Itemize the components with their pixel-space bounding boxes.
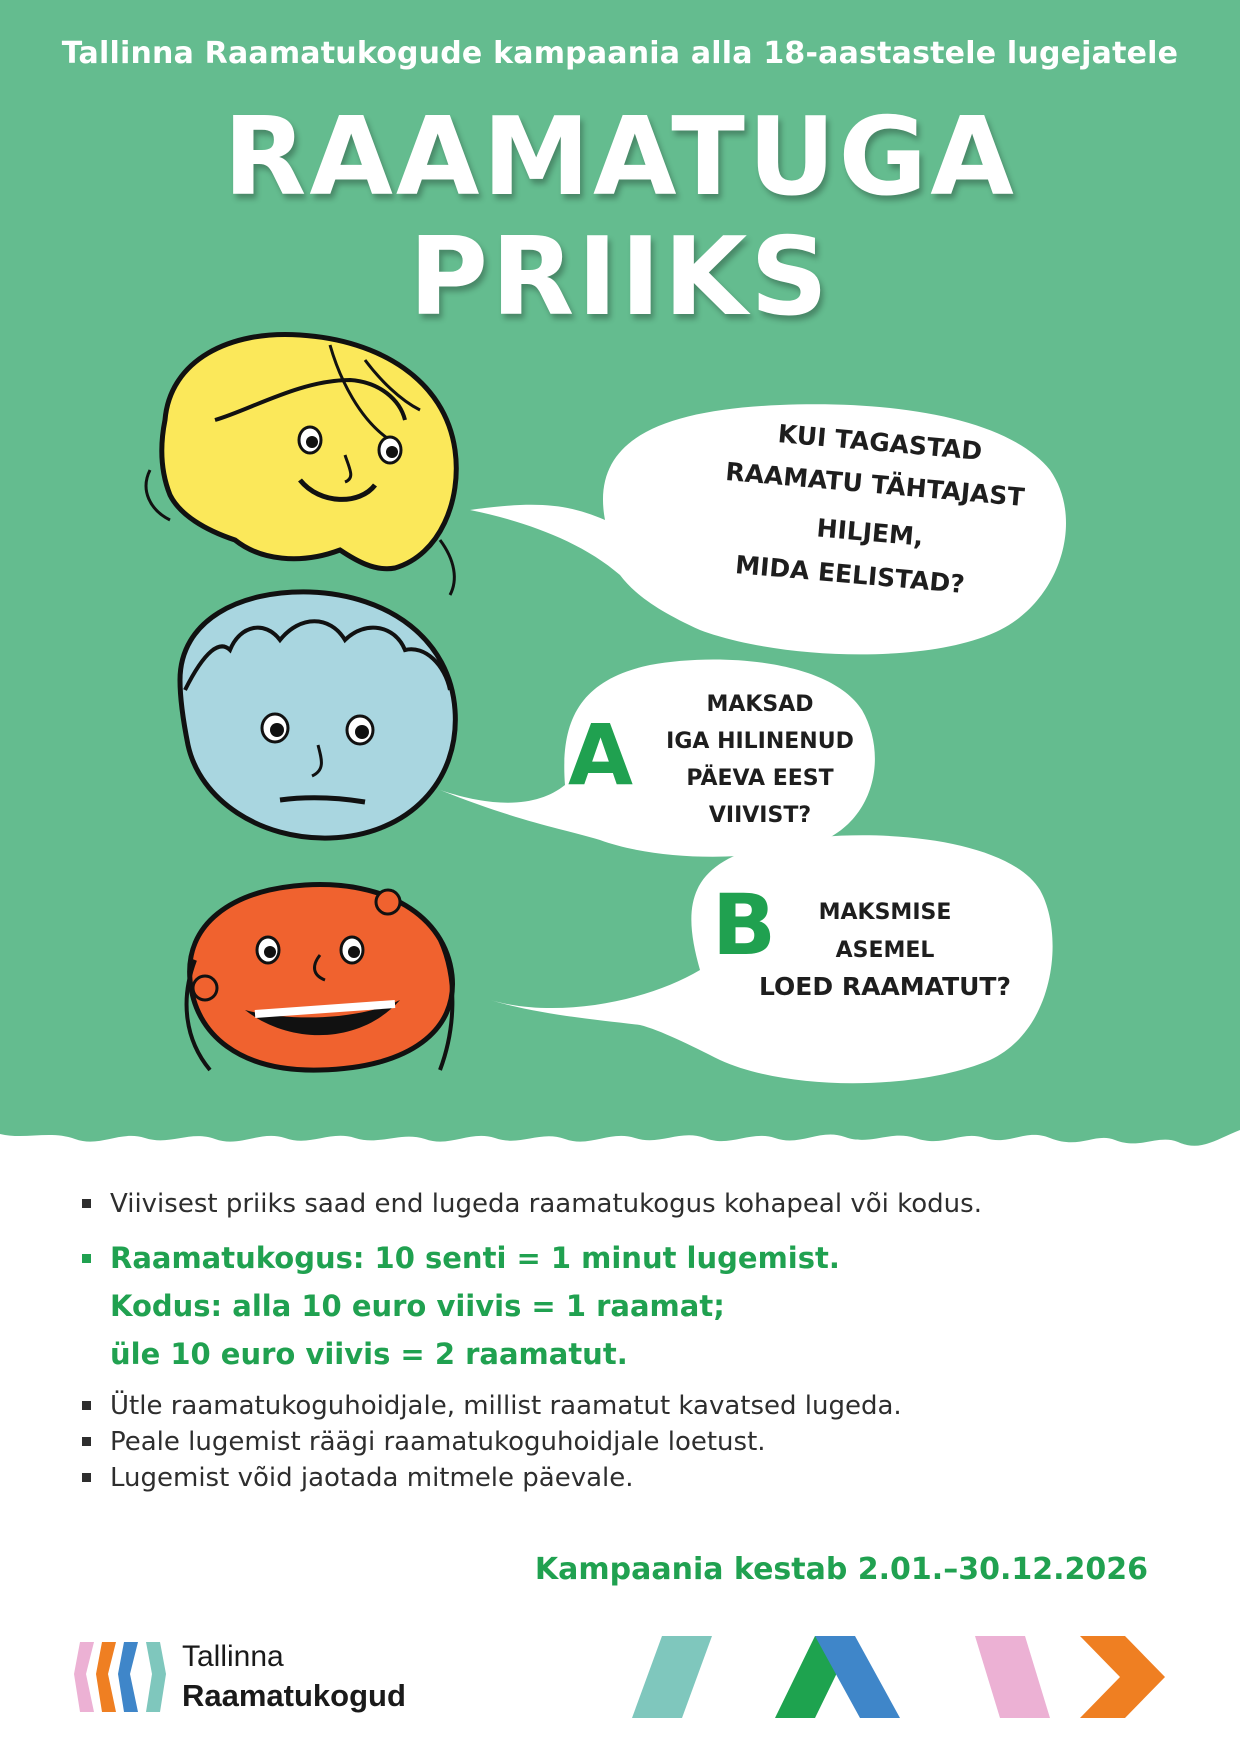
rule-item-3-text: Lugemist võid jaotada mitmele päevale. (110, 1463, 634, 1493)
option-b-emphasis: LOED RAAMATUT? (759, 972, 1011, 1001)
question-line-4: MIDA EELISTAD? (734, 550, 966, 599)
rule-item-2-text: Peale lugemist räägi raamatukoguhoidjale loetust. (110, 1427, 766, 1457)
title-line-2: PRIIKS (408, 215, 832, 340)
tallinna-raamatukogud-logo (72, 1634, 492, 1724)
option-b-line-1: MAKSMISE (818, 900, 952, 925)
option-a-line-3: PÄEVA EEST (686, 766, 834, 791)
question-line-1: KUI TAGASTAD (776, 419, 984, 466)
rule-item-1 (82, 1388, 1182, 1424)
question-line-2: RAAMATU TÄHTAJAST (724, 456, 1026, 513)
teal-parallelogram-icon (632, 1636, 712, 1718)
rule-item-1-text: Ütle raamatukoguhoidjale, millist raamatut kavatsed lugeda. (110, 1391, 902, 1421)
rule-item-2 (82, 1424, 1182, 1460)
rule-rates (82, 1234, 1182, 1378)
blue-face-illustration (180, 592, 455, 838)
title-line-1: RAAMATUGA (223, 95, 1017, 220)
bullet-icon (82, 1199, 91, 1208)
option-b-text (800, 894, 970, 970)
orange-chevron-icon (1080, 1636, 1165, 1718)
rule-rate-line-2: Kodus: alla 10 euro viivis = 1 raamat; (110, 1289, 725, 1323)
rule-intro (82, 1186, 1182, 1222)
option-a-letter: A (568, 706, 634, 804)
logo-mark-icon (72, 1634, 168, 1720)
question-line-3: HILJEM, (815, 513, 925, 552)
campaign-subtitle: Tallinna Raamatukogude kampaania alla 18-aastastele lugejatele (61, 36, 1179, 71)
bullet-icon (82, 1254, 91, 1263)
pink-parallelogram-icon (975, 1636, 1050, 1718)
campaign-duration: Kampaania kestab 2.01.–30.12.2026 (534, 1552, 1148, 1587)
rule-rate-line-3: üle 10 euro viivis = 2 raamatut. (110, 1337, 628, 1371)
option-a-text (650, 686, 870, 834)
option-b-letter: B (712, 876, 777, 974)
option-a-line-2: IGA HILINENUD (666, 729, 854, 754)
bullet-icon (82, 1473, 91, 1482)
rule-rate-line-1: Raamatukogus: 10 senti = 1 minut lugemist. (110, 1241, 840, 1275)
rules-list (82, 1186, 1182, 1496)
logo-text-line-2: Raamatukogud (182, 1678, 406, 1713)
orange-face-illustration (187, 885, 453, 1071)
logo-text-line-1: Tallinna (182, 1640, 284, 1673)
option-b-line-2: ASEMEL (835, 938, 935, 963)
decorative-shapes (630, 1632, 1170, 1722)
rule-item-3 (82, 1460, 1182, 1496)
option-a-line-1: MAKSAD (706, 692, 814, 717)
bullet-icon (82, 1437, 91, 1446)
option-a-line-4: VIIVIST? (708, 803, 812, 828)
bullet-icon (82, 1401, 91, 1410)
yellow-face-illustration (146, 334, 456, 595)
rule-intro-text: Viivisest priiks saad end lugeda raamatukogus kohapeal või kodus. (110, 1189, 982, 1219)
